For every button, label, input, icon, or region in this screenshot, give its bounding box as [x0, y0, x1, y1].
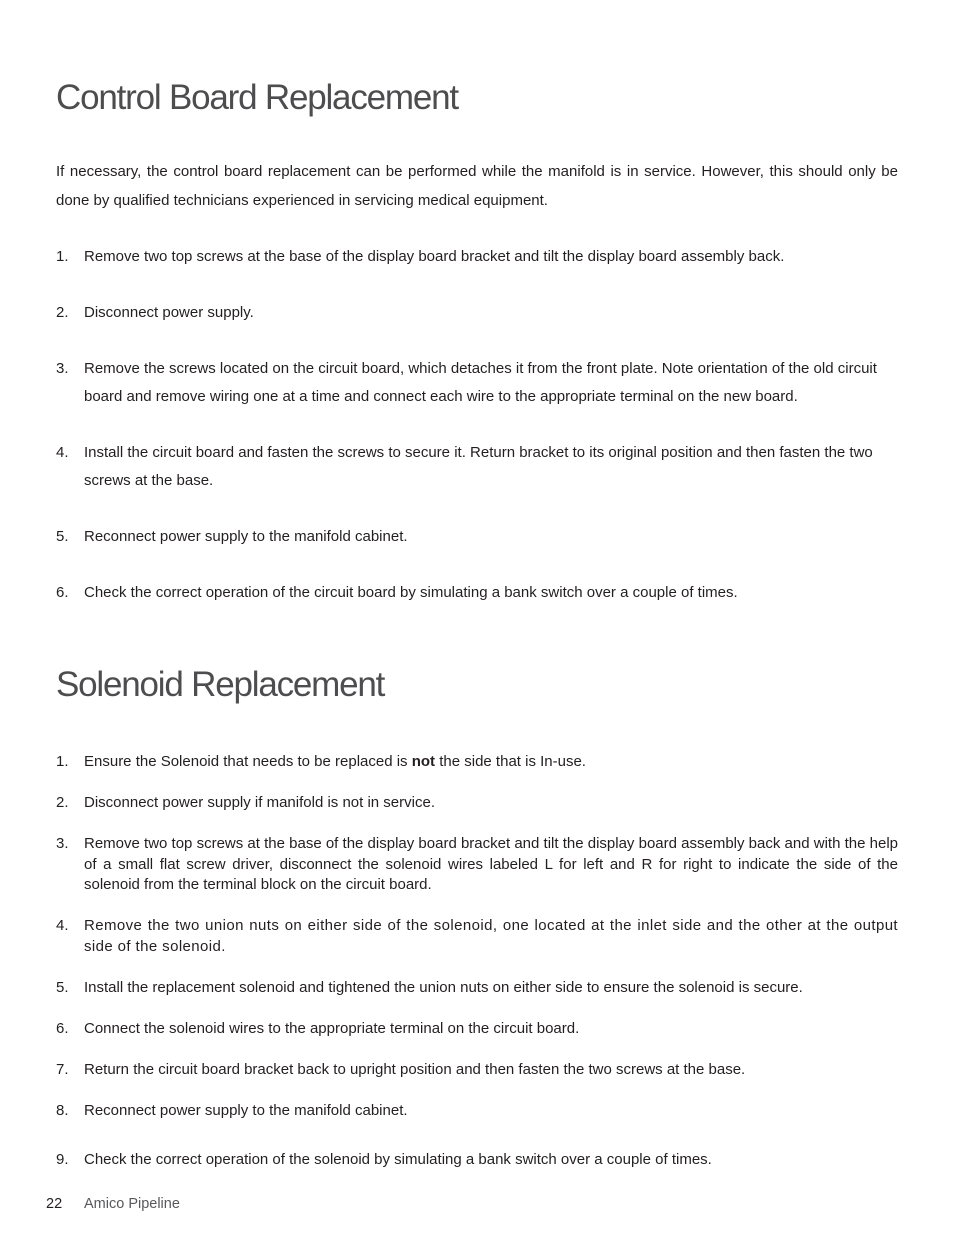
- section-title-control-board: Control Board Replacement: [56, 78, 458, 117]
- list-text: Remove the two union nuts on either side of the solenoid, one located at the inlet side and the other at the output side of the solenoid.: [84, 917, 898, 955]
- list-number: 9.: [56, 1151, 69, 1168]
- list-text: Reconnect power supply to the manifold cabinet.: [84, 528, 408, 545]
- list-item: [56, 834, 898, 896]
- list-number: 3.: [56, 360, 69, 377]
- list-text: Disconnect power supply if manifold is not in service.: [84, 794, 435, 811]
- list-number: 5.: [56, 979, 69, 996]
- list-item: [56, 1101, 898, 1122]
- list-number: 7.: [56, 1061, 69, 1078]
- list-number: 6.: [56, 584, 69, 601]
- list-text: Check the correct operation of the circuit board by simulating a bank switch over a couple of times.: [84, 584, 738, 601]
- list-item: [56, 243, 898, 271]
- emphasis-not: not: [411, 753, 436, 770]
- list-item: [56, 752, 898, 773]
- list-text-before: Ensure the Solenoid that needs to be replaced is: [84, 753, 412, 770]
- list-item: [56, 355, 898, 411]
- footer-brand: Amico Pipeline: [84, 1196, 180, 1212]
- list-item: [56, 579, 898, 607]
- list-item: [56, 1060, 898, 1081]
- list-item: [56, 299, 898, 327]
- list-text: Check the correct operation of the solenoid by simulating a bank switch over a couple of times.: [84, 1151, 712, 1168]
- list-number: 2.: [56, 794, 69, 811]
- list-item: [56, 1019, 898, 1040]
- list-number: 1.: [56, 248, 69, 265]
- list-number: 4.: [56, 917, 69, 934]
- list-text: Remove two top screws at the base of the display board bracket and tilt the display board assembly back.: [84, 248, 785, 265]
- list-number: 1.: [56, 753, 69, 770]
- list-number: 6.: [56, 1020, 69, 1037]
- list-number: 5.: [56, 528, 69, 545]
- page-number: 22: [46, 1196, 63, 1212]
- list-number: 2.: [56, 304, 69, 321]
- list-item: [56, 916, 898, 957]
- list-text: Disconnect power supply.: [84, 304, 254, 321]
- list-item: [56, 793, 898, 814]
- list-text: Install the circuit board and fasten the screws to secure it. Return bracket to its original position and then fasten the two screws at the base.: [84, 444, 873, 489]
- list-item: [56, 523, 898, 551]
- list-item: [56, 978, 898, 999]
- list-text: Remove the screws located on the circuit board, which detaches it from the front plate. Note orientation of the old circuit board and remove wiring one at a time and connect each wire to the appropriate terminal on the new board.: [84, 360, 877, 405]
- list-text: Remove two top screws at the base of the display board bracket and tilt the display board assembly back and with the help of a small flat screw driver, disconnect the solenoid wires labeled L for left and R for right to indicate the side of the solenoid from the terminal block on the circuit board.: [84, 835, 898, 893]
- list-text-after: the side that is In-use.: [435, 753, 586, 770]
- list-text: Connect the solenoid wires to the appropriate terminal on the circuit board.: [84, 1020, 580, 1037]
- list-item: [56, 1150, 898, 1171]
- list-number: 3.: [56, 835, 69, 852]
- list-item: [56, 439, 898, 495]
- page-footer: [46, 1196, 180, 1212]
- list-number: 4.: [56, 444, 69, 461]
- section-title-solenoid: Solenoid Replacement: [56, 665, 385, 704]
- list-number: 8.: [56, 1102, 69, 1119]
- list-text: Return the circuit board bracket back to upright position and then fasten the two screws at the base.: [84, 1061, 746, 1078]
- list-text: Reconnect power supply to the manifold cabinet.: [84, 1102, 408, 1119]
- intro-paragraph: If necessary, the control board replacement can be performed while the manifold is in service. However, this should only be done by qualified technicians experienced in servicing medical equipment.: [56, 163, 898, 209]
- list-text: [84, 752, 898, 773]
- list-text: Install the replacement solenoid and tightened the union nuts on either side to ensure the solenoid is secure.: [84, 979, 803, 996]
